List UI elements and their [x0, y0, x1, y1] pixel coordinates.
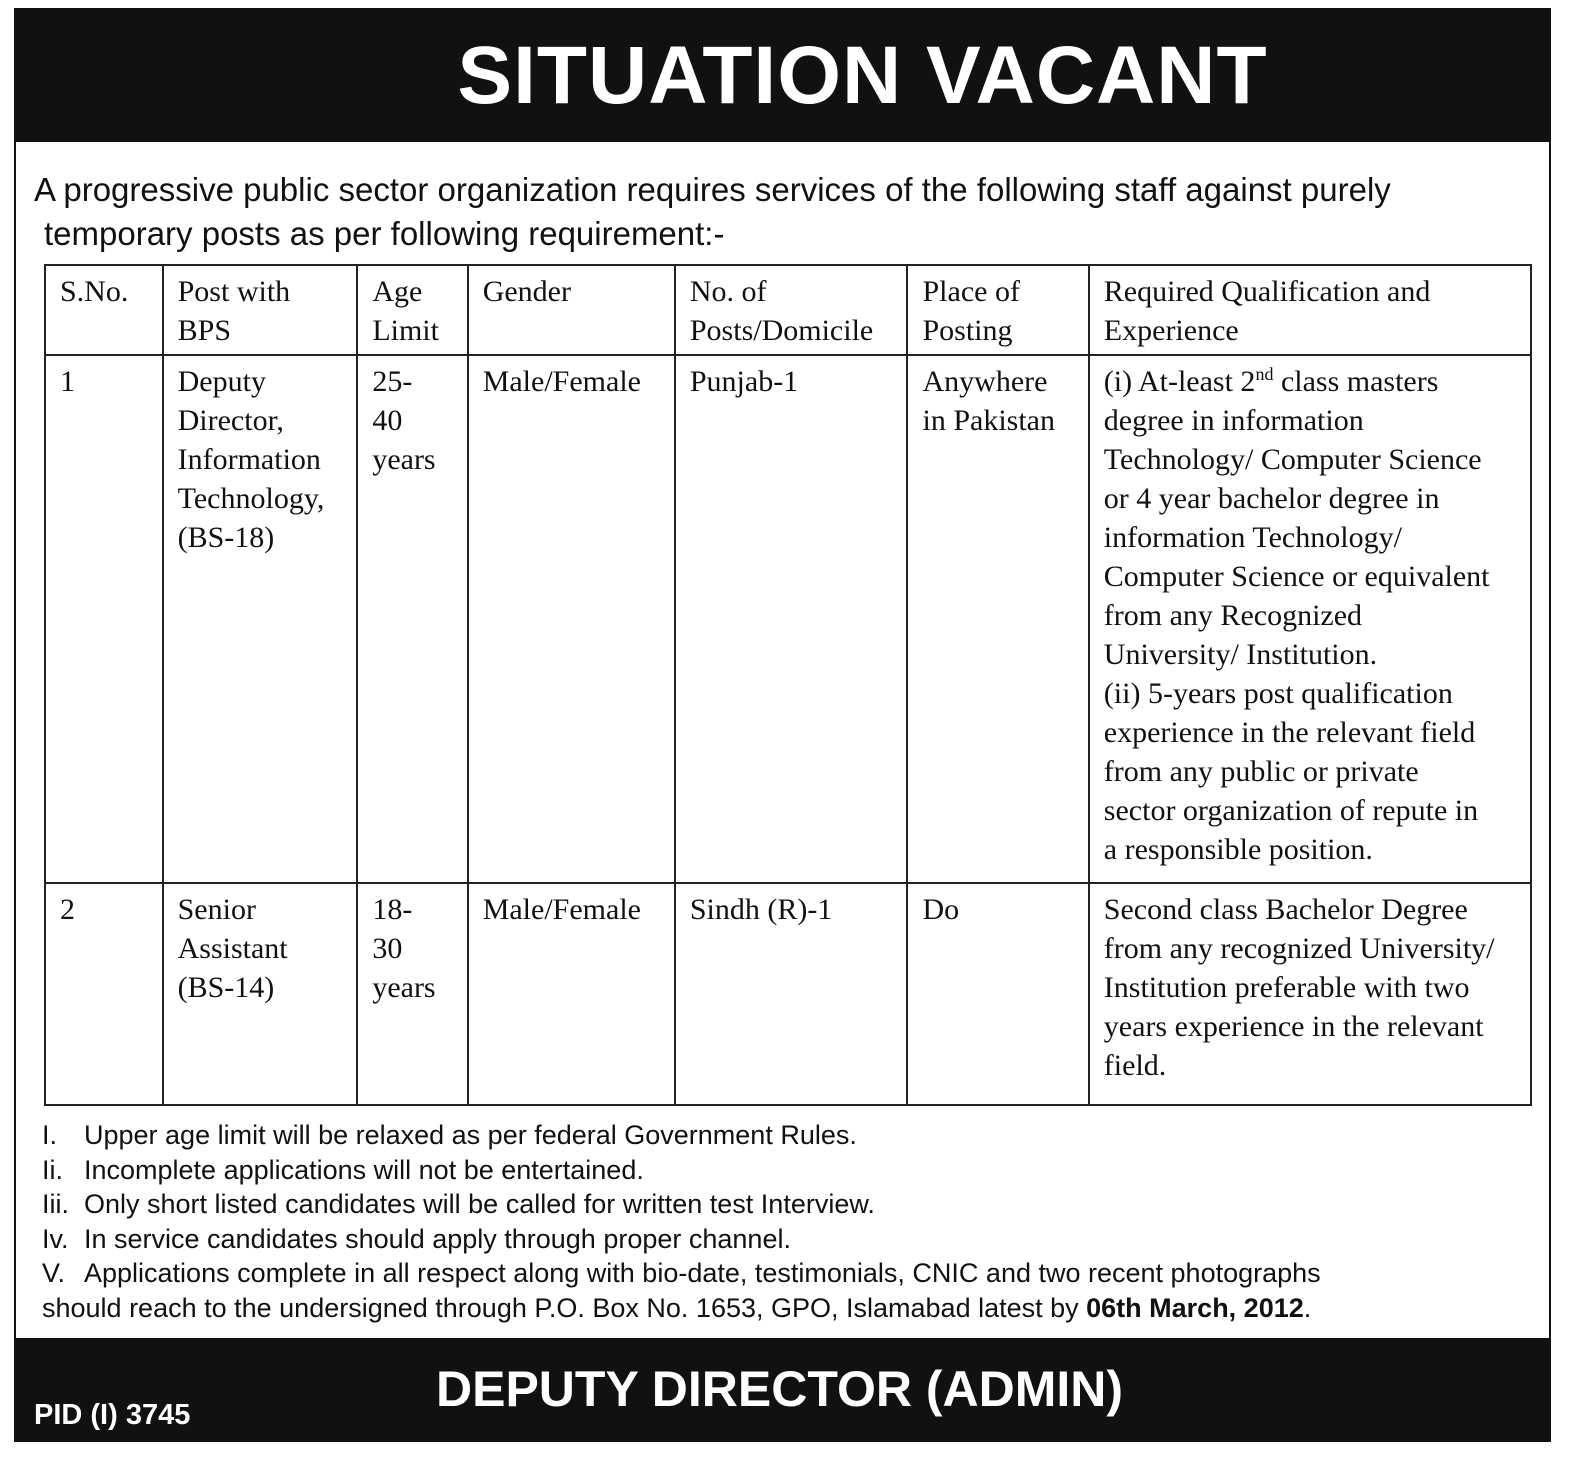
cell-posts: Punjab-1 — [675, 355, 908, 883]
note-item: Iv. In service candidates should apply through proper channel. — [42, 1223, 791, 1254]
vacancy-table — [44, 264, 1532, 1106]
cell-gender: Male/Female — [468, 883, 675, 1105]
footer-banner — [16, 1338, 1549, 1440]
note-item: V. Applications complete in all respect along with bio-date, testimonials, CNIC and two recent photographs — [42, 1258, 1321, 1288]
intro-line-1: A progressive public sector organization requires services of the following staff against purely — [34, 171, 1391, 208]
cell-qualification: Second class Bachelor Degree from any recognized University/ Institution preferable with two years experience in the relevant field. — [1089, 883, 1531, 1105]
cell-qualification: (i) At-least 2nd class masters degree in information Technology/ Computer Science or 4 year bachelor degree in information Technology/ Computer Science or equivalent from any Recognized University/ Institution. (ii) 5-years post qualification experience in the relevant field from any public or private sector organization of repute in a responsible position. — [1089, 355, 1531, 883]
page-title: SITUATION VACANT — [457, 30, 1268, 121]
cell-posts: Sindh (R)-1 — [675, 883, 908, 1105]
header-posts: No. of Posts/Domicile — [675, 265, 908, 355]
header-qualification: Required Qualification and Experience — [1089, 265, 1531, 355]
cell-age: 25- 40 years — [357, 355, 467, 883]
title-banner — [16, 10, 1549, 142]
cell-sno: 2 — [45, 883, 163, 1105]
cell-gender: Male/Female — [468, 355, 675, 883]
pid-code: PID (I) 3745 — [34, 1399, 191, 1431]
header-post: Post with BPS — [163, 265, 358, 355]
cell-place: Do — [907, 883, 1088, 1105]
deadline-date: 06th March, 2012 — [1086, 1292, 1304, 1323]
note-continuation: should reach to the undersigned through P.O. Box No. 1653, GPO, Islamabad latest by 06th March, 2012. — [42, 1292, 1312, 1323]
header-age: Age Limit — [357, 265, 467, 355]
intro-paragraph — [34, 168, 1534, 256]
cell-place: Anywhere in Pakistan — [907, 355, 1088, 883]
advertisement-frame — [14, 8, 1551, 1442]
cell-post: Senior Assistant (BS-14) — [163, 883, 358, 1105]
intro-line-2: temporary posts as per following requirement:- — [44, 215, 725, 252]
qualification-first-line: (i) At-least 2nd class masters — [1103, 364, 1439, 398]
header-sno: S.No. — [45, 265, 163, 355]
table-header-row — [45, 265, 1531, 355]
note-item: Ii. Incomplete applications will not be entertained. — [42, 1154, 644, 1185]
note-item: Iii. Only short listed candidates will be called for written test Interview. — [42, 1189, 875, 1219]
signature-title: DEPUTY DIRECTOR (ADMIN) — [436, 1361, 1124, 1417]
cell-post: Deputy Director, Information Technology, (BS-18) — [163, 355, 358, 883]
header-place: Place of Posting — [907, 265, 1088, 355]
note-item: I. Upper age limit will be relaxed as per federal Government Rules. — [42, 1120, 857, 1150]
cell-age: 18- 30 years — [357, 883, 467, 1105]
notes-list — [42, 1118, 1542, 1325]
table-row — [45, 883, 1531, 1105]
header-gender: Gender — [468, 265, 675, 355]
cell-sno: 1 — [45, 355, 163, 883]
table-row — [45, 355, 1531, 883]
